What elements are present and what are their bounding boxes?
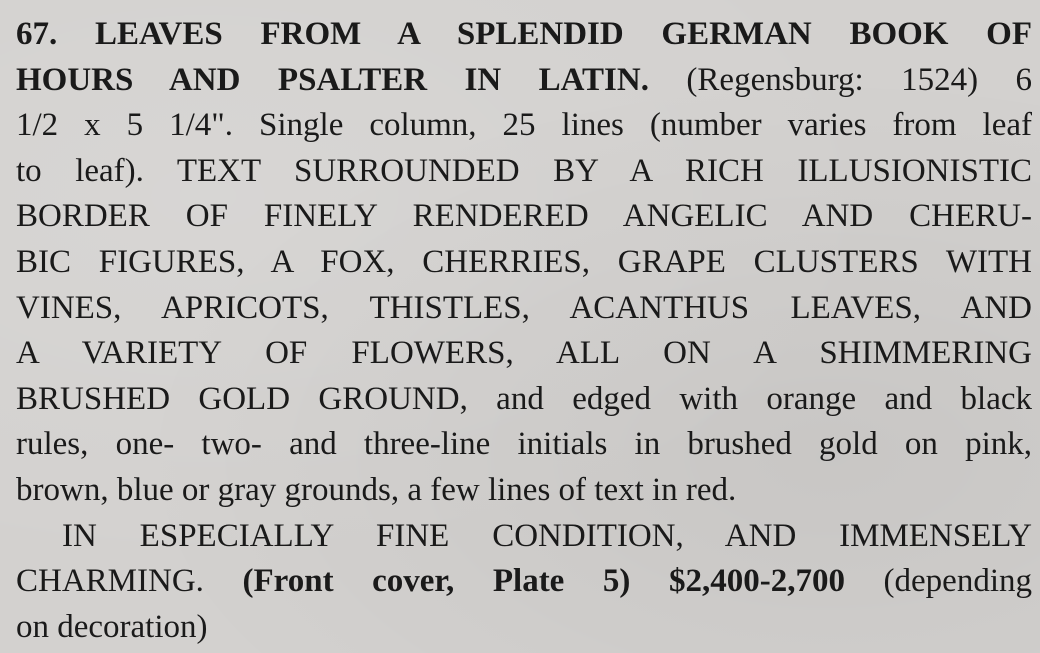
entry-text-part: 1/2 x 5 1/4". Single column, 25 lines (number varies from leaf	[16, 107, 1032, 144]
entry-text-part: (Regensburg: 1524) 6	[648, 61, 1032, 98]
entry-line-2	[16, 58, 1032, 104]
entry-line-1	[16, 12, 1032, 58]
entry-line-7	[16, 286, 1032, 332]
entry-text-part: A VARIETY OF FLOWERS, ALL ON A SHIMMERING	[16, 335, 1032, 372]
entry-heading-part: 67. LEAVES FROM A SPLENDID GERMAN BOOK OF	[16, 16, 1032, 52]
entry-text-part: brown, blue or gray grounds, a few lines of text in red.	[16, 471, 737, 508]
entry-line-9	[16, 377, 1032, 423]
entry-line-8	[16, 331, 1032, 377]
entry-text-part: CHARMING.	[16, 563, 243, 600]
entry-text-part: IN ESPECIALLY FINE CONDITION, AND IMMENSELY	[62, 517, 1032, 554]
entry-text-part: BRUSHED GOLD GROUND, and edged with orange and black	[16, 380, 1032, 417]
entry-text-part: rules, one- two- and three-line initials in brushed gold on pink,	[16, 426, 1032, 463]
entry-line-12	[16, 514, 1032, 560]
entry-line-14	[16, 605, 1032, 651]
entry-line-6	[16, 240, 1032, 286]
entry-text-part: VINES, APRICOTS, THISTLES, ACANTHUS LEAVES, AND	[16, 289, 1032, 326]
entry-line-5	[16, 194, 1032, 240]
entry-text-part: BORDER OF FINELY RENDERED ANGELIC AND CHERU-	[16, 198, 1032, 235]
entry-line-13	[16, 559, 1032, 605]
entry-line-4	[16, 149, 1032, 195]
entry-line-11	[16, 468, 1032, 514]
entry-line-10	[16, 422, 1032, 468]
entry-text-part: to leaf). TEXT SURROUNDED BY A RICH ILLUSIONISTIC	[16, 152, 1032, 189]
entry-line-3	[16, 103, 1032, 149]
entry-heading-part: HOURS AND PSALTER IN LATIN.	[16, 61, 649, 98]
entry-text-part: (depending	[844, 563, 1032, 600]
entry-text-part: BIC FIGURES, A FOX, CHERRIES, GRAPE CLUSTERS WITH	[16, 243, 1032, 280]
entry-text-part: on decoration)	[16, 608, 208, 645]
entry-price-part: (Front cover, Plate 5) $2,400-2,700	[242, 563, 845, 600]
catalog-entry-67	[16, 12, 1032, 650]
